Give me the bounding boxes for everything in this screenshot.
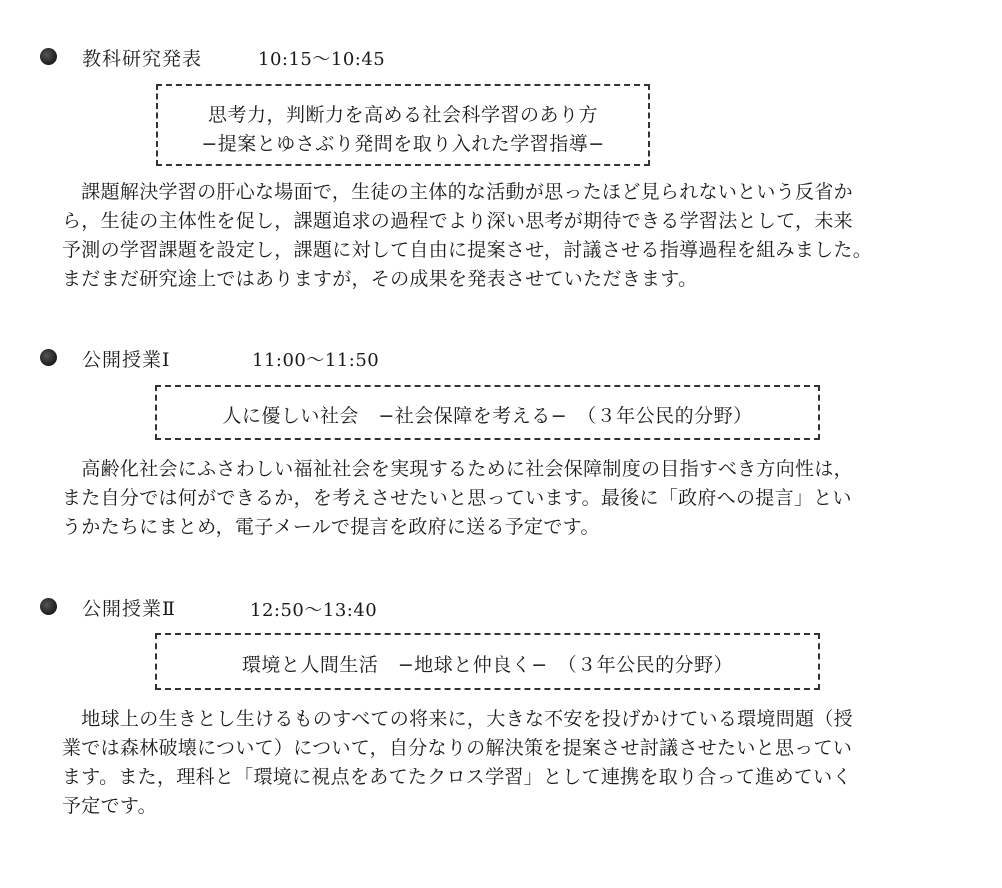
theme-title: 人に優しい社会 −社会保障を考える− （３年公民的分野） [222,405,753,427]
description-line: ます。また，理科と「環境に視点をあてたクロス学習」として連携を取り合って進めていく [62,766,852,788]
description-line: 予定です。 [62,795,157,817]
description-line: うかたちにまとめ，電子メールで提言を政府に送る予定です。 [62,516,600,538]
section-description [62,455,952,542]
section-title: 教科研究発表 [82,48,203,70]
theme-subtitle: −提案とゆさぶり発問を取り入れた学習指導− [201,133,605,155]
section-description [62,705,952,821]
section-title: 公開授業Ⅱ [82,598,176,620]
description-line: 地球上の生きとし生けるものすべての将来に，大きな不安を投げかけている環境問題（授 [62,708,853,730]
theme-box [155,385,820,440]
description-line: 高齢化社会にふさわしい福祉社会を実現するために社会保障制度の目指すべき方向性は， [62,458,853,480]
theme-box [156,84,650,166]
section-title: 公開授業Ⅰ [82,349,171,371]
description-line: また自分では何ができるか，を考えさせたいと思っています。最後に「政府への提言」とい [62,487,852,509]
section-time: 11:00〜11:50 [252,350,380,371]
section-description [62,178,952,294]
section-time: 12:50〜13:40 [250,600,378,621]
bullet-icon [40,598,57,615]
theme-box [155,633,820,690]
bullet-icon [40,48,57,65]
section-time: 10:15〜10:45 [258,49,386,70]
description-line: 予測の学習課題を設定し，課題に対して自由に提案させ，討議させる指導過程を組みました。 [62,239,873,261]
description-line: まだまだ研究途上ではありますが，その成果を発表させていただきます。 [62,268,698,290]
bullet-icon [40,349,57,366]
theme-title: 思考力，判断力を高める社会科学習のあり方 [207,104,598,126]
description-line: 課題解決学習の肝心な場面で，生徒の主体的な活動が思ったほど見られないという反省か [62,181,853,203]
theme-title: 環境と人間生活 −地球と仲良く− （３年公民的分野） [241,654,734,676]
description-line: ら，生徒の主体性を促し，課題追求の過程でより深い思考が期待できる学習法として，未来 [62,210,853,232]
description-line: 業では森林破壊について）について，自分なりの解決策を提案させ討議させたいと思ってい [62,737,853,759]
